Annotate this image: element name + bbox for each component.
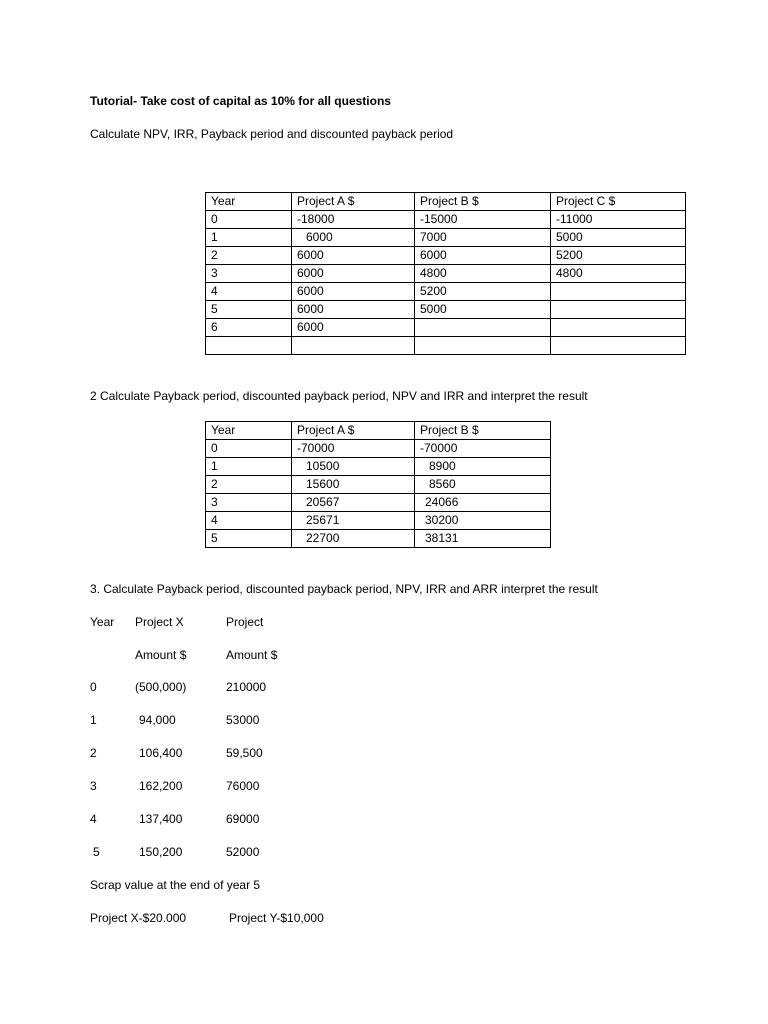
table-cell: 3 xyxy=(206,494,292,512)
table-cell: 38131 xyxy=(415,530,551,548)
table-cell: 1 xyxy=(206,229,292,247)
question-2-table xyxy=(205,421,551,548)
table-cell xyxy=(415,319,551,337)
table-cell xyxy=(415,337,551,355)
table-cell: -18000 xyxy=(292,211,415,229)
table-cell: 7000 xyxy=(415,229,551,247)
table-header-row xyxy=(206,422,551,440)
header-project-b: Project B $ xyxy=(415,422,551,440)
table-cell: 5000 xyxy=(551,229,686,247)
q3-header-project-x: Project X xyxy=(135,615,184,629)
scrap-value-project-x: Project X-$20.000 xyxy=(90,911,187,925)
table-cell: 4800 xyxy=(415,265,551,283)
table-cell: 4 xyxy=(206,283,292,301)
question-1-prompt: Calculate NPV, IRR, Payback period and discounted payback period xyxy=(90,127,454,141)
q3-year: 3 xyxy=(90,779,97,793)
table-cell: 6000 xyxy=(292,319,415,337)
table-cell: 6 xyxy=(206,319,292,337)
table-cell: 2 xyxy=(206,476,292,494)
table-row xyxy=(206,283,686,301)
q3-project-y-value: 59,500 xyxy=(226,746,263,760)
table-cell xyxy=(551,301,686,319)
table-cell xyxy=(551,337,686,355)
q3-subheader-x: Amount $ xyxy=(135,648,187,662)
q3-project-x-value: 137,400 xyxy=(139,812,183,826)
q3-project-x-value: (500,000) xyxy=(135,680,187,694)
q3-year: 0 xyxy=(90,680,97,694)
header-year: Year xyxy=(206,422,292,440)
table-row xyxy=(206,494,551,512)
q3-project-x-value: 106,400 xyxy=(139,746,183,760)
table-row xyxy=(206,319,686,337)
q3-project-x-value: 150,200 xyxy=(139,845,183,859)
table-cell: 5200 xyxy=(415,283,551,301)
table-cell: -70000 xyxy=(415,440,551,458)
table-cell: -70000 xyxy=(292,440,415,458)
table-cell: -15000 xyxy=(415,211,551,229)
table-cell: 6000 xyxy=(415,247,551,265)
q3-header-year: Year xyxy=(90,615,115,629)
q3-project-y-value: 69000 xyxy=(226,812,260,826)
question-2-prompt: 2 Calculate Payback period, discounted payback period, NPV and IRR and interpret the result xyxy=(90,389,588,403)
scrap-value-label: Scrap value at the end of year 5 xyxy=(90,878,261,892)
table-cell: 6000 xyxy=(292,247,415,265)
table-cell: 6000 xyxy=(292,301,415,319)
table-row xyxy=(206,247,686,265)
q3-project-y-value: 210000 xyxy=(226,680,267,694)
table-cell: 22700 xyxy=(292,530,415,548)
table-cell xyxy=(551,283,686,301)
q3-project-y-value: 52000 xyxy=(226,845,260,859)
table-cell: 3 xyxy=(206,265,292,283)
table-cell: -11000 xyxy=(551,211,686,229)
table-cell xyxy=(292,337,415,355)
table-cell: 6000 xyxy=(292,229,415,247)
table-row xyxy=(206,211,686,229)
table-row xyxy=(206,265,686,283)
table-cell: 24066 xyxy=(415,494,551,512)
table-row xyxy=(206,337,686,355)
q3-project-y-value: 76000 xyxy=(226,779,260,793)
scrap-value-project-y: Project Y-$10,000 xyxy=(229,911,324,925)
q3-project-x-value: 94,000 xyxy=(139,713,176,727)
table-cell xyxy=(206,337,292,355)
table-cell: 30200 xyxy=(415,512,551,530)
table-row xyxy=(206,458,551,476)
table-cell: 5 xyxy=(206,301,292,319)
table-row xyxy=(206,476,551,494)
q3-project-x-value: 162,200 xyxy=(139,779,183,793)
q3-year: 5 xyxy=(93,845,100,859)
table-cell xyxy=(551,319,686,337)
table-row xyxy=(206,440,551,458)
q3-project-y-value: 53000 xyxy=(226,713,260,727)
q3-header-project-y: Project xyxy=(226,615,264,629)
header-project-b: Project B $ xyxy=(415,193,551,211)
header-year: Year xyxy=(206,193,292,211)
document-title: Tutorial- Take cost of capital as 10% for all questions xyxy=(90,94,391,108)
table-row xyxy=(206,229,686,247)
table-cell: 6000 xyxy=(292,265,415,283)
table-cell: 6000 xyxy=(292,283,415,301)
table-cell: 8900 xyxy=(415,458,551,476)
question-3-prompt: 3. Calculate Payback period, discounted payback period, NPV, IRR and ARR interpret the result xyxy=(90,582,598,596)
table-cell: 5200 xyxy=(551,247,686,265)
question-1-table xyxy=(205,192,686,355)
header-project-a: Project A $ xyxy=(292,193,415,211)
table-cell: 5000 xyxy=(415,301,551,319)
table-cell: 10500 xyxy=(292,458,415,476)
table-row xyxy=(206,530,551,548)
table-cell: 4 xyxy=(206,512,292,530)
table-cell: 0 xyxy=(206,440,292,458)
header-project-a: Project A $ xyxy=(292,422,415,440)
table-cell: 1 xyxy=(206,458,292,476)
table-cell: 2 xyxy=(206,247,292,265)
table-cell: 15600 xyxy=(292,476,415,494)
q3-year: 4 xyxy=(90,812,97,826)
table-cell: 4800 xyxy=(551,265,686,283)
table-row xyxy=(206,301,686,319)
header-project-c: Project C $ xyxy=(551,193,686,211)
table-cell: 5 xyxy=(206,530,292,548)
q3-subheader-y: Amount $ xyxy=(226,648,278,662)
table-cell: 0 xyxy=(206,211,292,229)
table-cell: 25671 xyxy=(292,512,415,530)
table-row xyxy=(206,512,551,530)
table-cell: 8560 xyxy=(415,476,551,494)
table-cell: 20567 xyxy=(292,494,415,512)
table-header-row xyxy=(206,193,686,211)
q3-year: 1 xyxy=(90,713,97,727)
q3-year: 2 xyxy=(90,746,97,760)
